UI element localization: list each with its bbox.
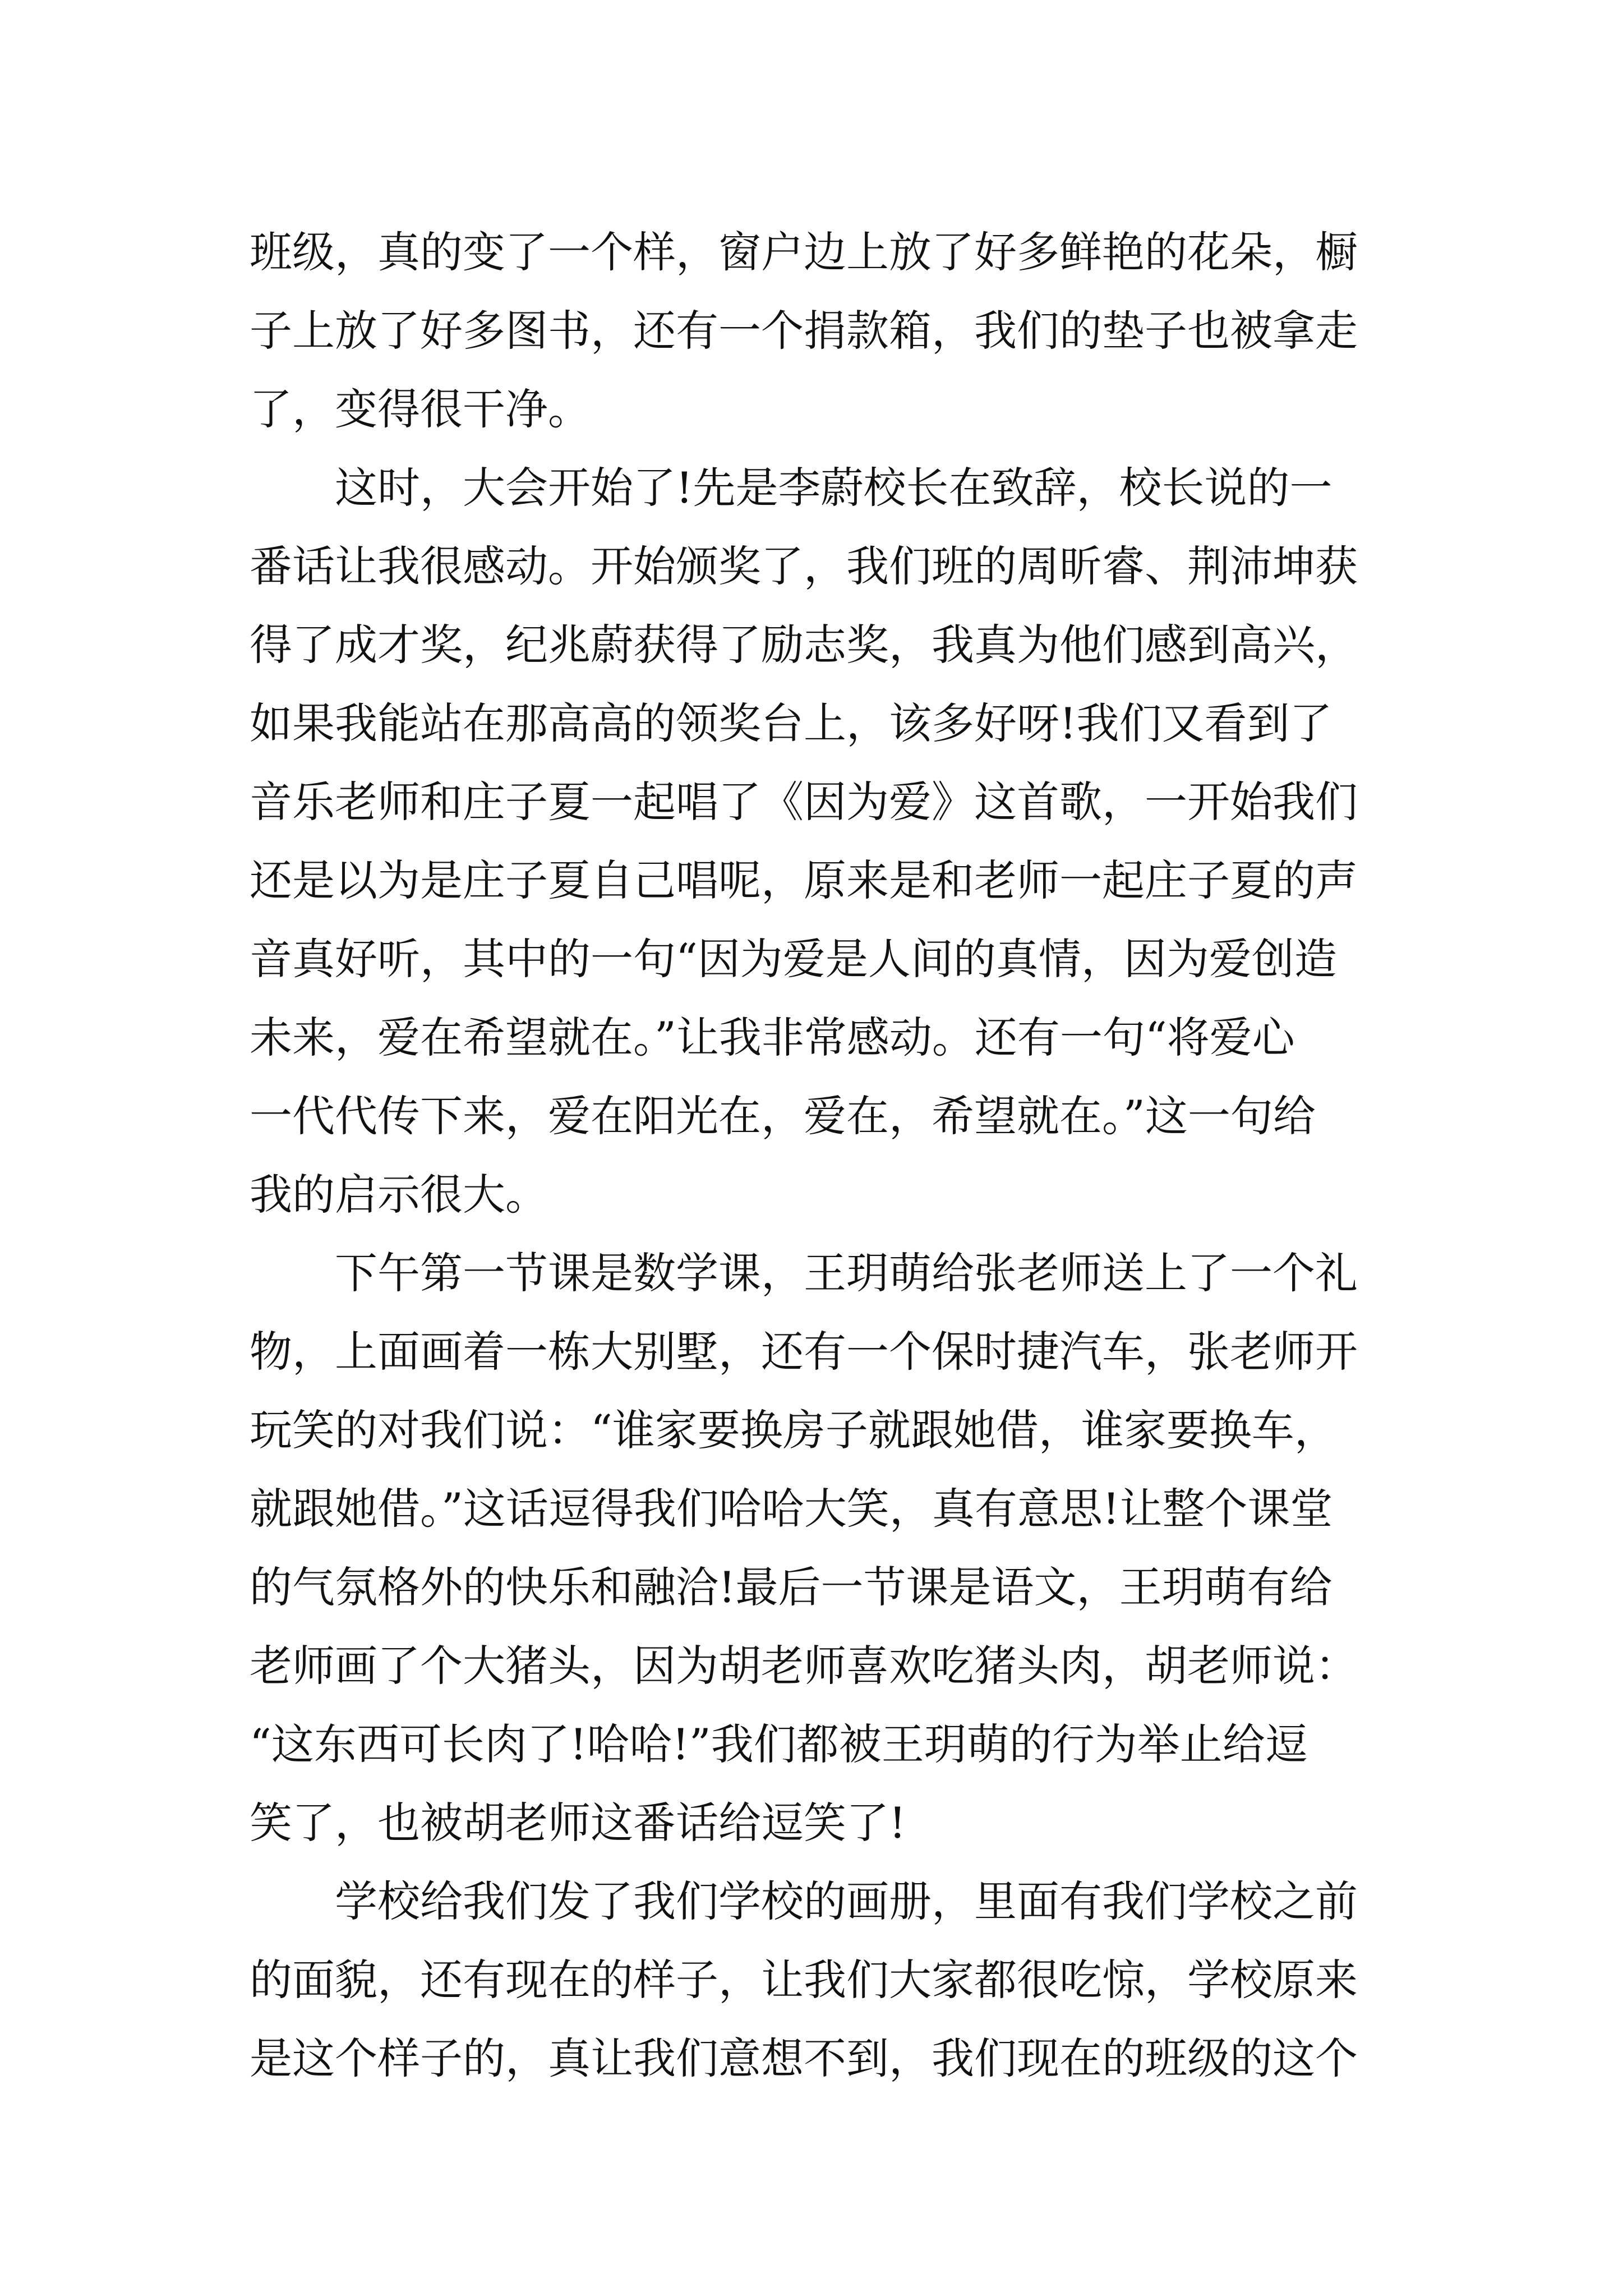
text-line: 这时，大会开始了!先是李蔚校长在致辞，校长说的一: [335, 463, 1332, 513]
text-line: 班级，真的变了一个样，窗户边上放了好多鲜艳的花朵，橱: [250, 227, 1358, 277]
text-line: 笑了，也被胡老师这番话给逗笑了!: [250, 1798, 906, 1848]
text-line: 未来，爱在希望就在。”让我非常感动。还有一句“将爱心: [250, 1013, 1295, 1062]
text-line: 了，变得很干净。: [250, 384, 591, 434]
text-line: 一代代传下来，爱在阳光在，爱在，希望就在。”这一句给: [250, 1091, 1316, 1141]
text-line: 的面貌，还有现在的样子，让我们大家都很吃惊，学校原来: [250, 1955, 1358, 2005]
paragraph-1: [250, 213, 1388, 449]
text-line: 音真好听，其中的一句“因为爱是人间的真情，因为爱创造: [250, 934, 1337, 984]
body-text: [250, 213, 1388, 2098]
text-line: 是这个样子的，真让我们意想不到，我们现在的班级的这个: [250, 2033, 1358, 2083]
text-line: 的气氛格外的快乐和融洽!最后一节课是语文，王玥萌有给: [250, 1562, 1332, 1612]
text-line: 老师画了个大猪头，因为胡老师喜欢吃猪头肉，胡老师说：: [250, 1641, 1358, 1691]
paragraph-3: [250, 1234, 1388, 1862]
text-line: 如果我能站在那高高的领奖台上，该多好呀!我们又看到了: [250, 698, 1332, 748]
text-line: 音乐老师和庄子夏一起唱了《因为爱》这首歌，一开始我们: [250, 777, 1358, 827]
paragraph-2: [250, 449, 1388, 1234]
text-line: “这东西可长肉了!哈哈!”我们都被王玥萌的行为举止给逗: [250, 1719, 1308, 1769]
text-line: 学校给我们发了我们学校的画册，里面有我们学校之前: [335, 1876, 1358, 1926]
text-line: 还是以为是庄子夏自己唱呢，原来是和老师一起庄子夏的声: [250, 855, 1358, 905]
text-line: 我的启示很大。: [250, 1170, 548, 1220]
text-line: 子上放了好多图书，还有一个捐款箱，我们的垫子也被拿走: [250, 306, 1358, 356]
text-line: 就跟她借。”这话逗得我们哈哈大笑，真有意思!让整个课堂: [250, 1484, 1333, 1534]
text-line: 番话让我很感动。开始颁奖了，我们班的周昕睿、荆沛坤获: [250, 541, 1358, 591]
text-line: 下午第一节课是数学课，王玥萌给张老师送上了一个礼: [335, 1248, 1358, 1298]
text-line: 物，上面画着一栋大别墅，还有一个保时捷汽车，张老师开: [250, 1327, 1358, 1377]
text-line: 得了成才奖，纪兆蔚获得了励志奖，我真为他们感到高兴，: [250, 620, 1358, 670]
paragraph-4: [250, 1862, 1388, 2098]
text-line: 玩笑的对我们说：“谁家要换房子就跟她借，谁家要换车，: [250, 1405, 1337, 1455]
